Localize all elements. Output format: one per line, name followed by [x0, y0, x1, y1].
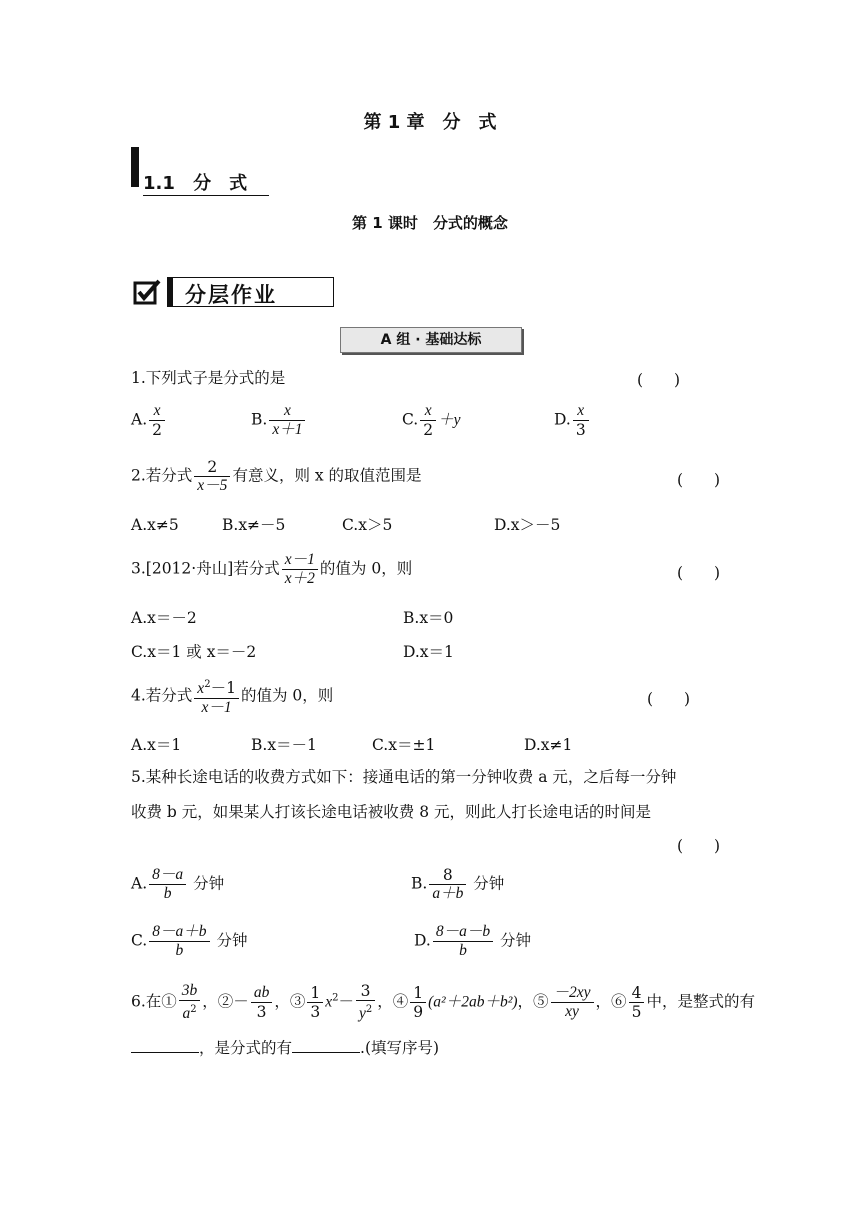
- q2-stem: 2.若分式 $\frac{2}{x-5}$ 有意义，则 x 的取值范围是: [131, 458, 422, 494]
- q4-option-a: A.x＝1: [131, 736, 182, 754]
- q6-line1: 6.在① $\frac{3b}{a^2}$ ，②－ $\frac{ab}{3}$ ，③ $\frac{1}{3}$ $x^2-$ $\frac{3}{y^2}$ ，④ $\frac{1}{9}$ (a²＋2ab＋b²)，⑤ $\frac{-2xy}{xy}$ ，⑥ $\frac{4}{5}$ 中，是整式的有: [131, 982, 755, 1023]
- q5-line2: 收费 b 元，如果某人打该长途电话被收费 8 元，则此人打长途电话的时间是: [131, 803, 651, 821]
- q2-answer-paren: ( ): [677, 471, 721, 489]
- group-label-text: A 组 · 基础达标: [380, 332, 482, 348]
- q3-option-b: B.x＝0: [403, 609, 454, 627]
- q5-option-d: D. $\frac{8-a-b}{b}$ 分钟: [414, 923, 532, 959]
- lesson-title: 第 1 课时 分式的概念: [352, 214, 508, 232]
- q1-option-a: A. $\frac{x}{2}$: [131, 402, 167, 439]
- q5-option-a: A. $\frac{8-a}{b}$ 分钟: [131, 866, 225, 902]
- q1-option-d: D. $\frac{x}{3}$: [554, 402, 591, 439]
- q5-option-b: B. $\frac{8}{a+b}$ 分钟: [411, 866, 505, 902]
- q4-option-c: C.x＝±1: [372, 736, 436, 754]
- chapter-title: 第 1 章 分 式: [363, 112, 497, 133]
- banner-box: [173, 277, 334, 307]
- q4-answer-paren: ( ): [647, 690, 691, 708]
- section-title: 分 式: [193, 173, 248, 194]
- section-bar: [131, 147, 139, 187]
- banner-title: 分层作业: [185, 283, 277, 307]
- q6-line2: ，是分式的有 .(填写序号): [131, 1038, 439, 1058]
- group-label: [340, 327, 522, 353]
- checkbox-icon: [133, 279, 161, 309]
- q4-stem: 4.若分式 $\frac{x^2-1}{x-1}$ 的值为 0，则: [131, 679, 334, 717]
- q3-option-a: A.x＝－2: [131, 609, 197, 627]
- q6-blank-fraction[interactable]: [292, 1038, 360, 1053]
- q2-option-d: D.x＞－5: [494, 516, 561, 534]
- q5-option-c: C. $\frac{8-a+b}{b}$ 分钟: [131, 923, 248, 959]
- q4-option-b: B.x＝－1: [251, 736, 317, 754]
- q1-option-b: B. $\frac{x}{x+1}$: [251, 402, 307, 439]
- q4-option-d: D.x≠1: [524, 736, 573, 754]
- q3-stem: 3.[2012·舟山]若分式 $\frac{x-1}{x+2}$ 的值为 0，则: [131, 551, 413, 587]
- q5-line1: 5.某种长途电话的收费方式如下：接通电话的第一分钟收费 a 元，之后每一分钟: [131, 768, 677, 786]
- q1-stem: 1.下列式子是分式的是: [131, 369, 286, 387]
- q2-option-c: C.x＞5: [342, 516, 393, 534]
- section-heading: [143, 173, 269, 196]
- q6-blank-integral[interactable]: [131, 1038, 199, 1053]
- q1-option-c: C. $\frac{x}{2}$ ＋y: [402, 402, 461, 439]
- q3-option-d: D.x＝1: [403, 643, 454, 661]
- q2-option-b: B.x≠－5: [222, 516, 286, 534]
- q5-answer-paren: ( ): [677, 837, 721, 855]
- q2-option-a: A.x≠5: [131, 516, 179, 534]
- q3-answer-paren: ( ): [677, 564, 721, 582]
- q1-answer-paren: ( ): [637, 371, 681, 389]
- q3-option-c: C.x＝1 或 x＝－2: [131, 643, 257, 661]
- section-number: 1.1: [143, 173, 175, 194]
